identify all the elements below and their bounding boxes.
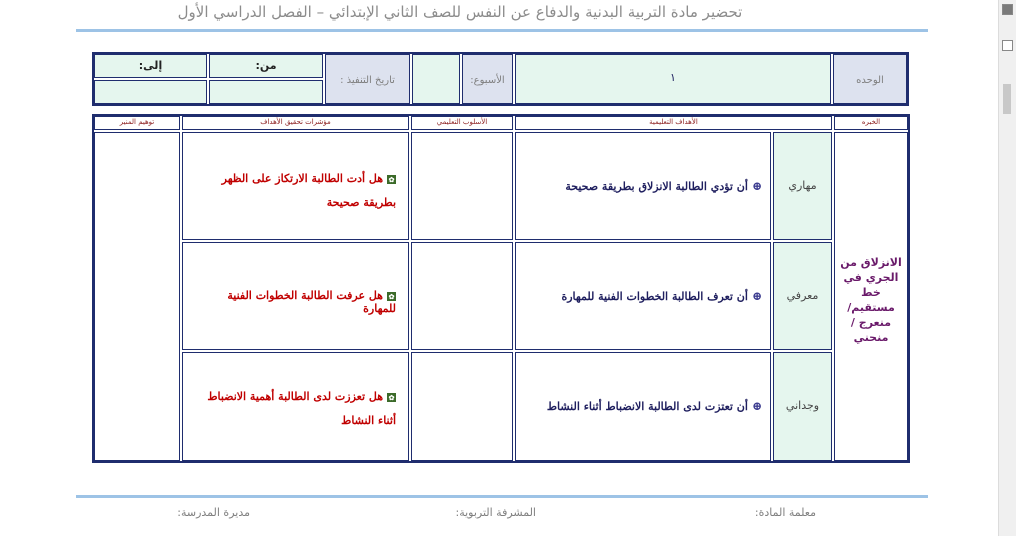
- exec-date-label: تاريخ التنفيذ :: [340, 75, 395, 86]
- teacher-reflection-cell[interactable]: [94, 132, 180, 461]
- unit-label-cell: [833, 54, 907, 104]
- to-value-cell[interactable]: [94, 80, 207, 104]
- plus-bullet-icon: ⊕: [751, 399, 762, 413]
- indicator-text: [183, 385, 408, 433]
- from-label-cell: [209, 54, 323, 78]
- objective-label: أن تؤدي الطالبة الانزلاق بطريقة صحيحة: [565, 180, 748, 193]
- week-label-cell: [462, 54, 513, 104]
- header-objectives: [515, 116, 832, 130]
- teacher-signature-label: معلمة المادة:: [754, 506, 816, 519]
- method-cell[interactable]: [411, 352, 513, 461]
- week-label: الأسبوع:: [470, 75, 505, 86]
- header-indicators: [182, 116, 409, 130]
- indicator-label: هل تعززت لدى الطالبة أهمية الانضباط أثناء النشاط: [207, 390, 396, 427]
- objective-label: أن تعرف الطالبة الخطوات الفنية للمهارة: [561, 290, 748, 303]
- objective-label: أن تعتزت لدى الطالبة الانضباط أثناء النشاط: [546, 400, 748, 413]
- domain-cell: [773, 242, 832, 350]
- from-value-cell[interactable]: [209, 80, 323, 104]
- objective-text: [516, 289, 770, 303]
- principal-signature-label: مديرة المدرسة:: [177, 506, 250, 519]
- indicator-text: [183, 167, 408, 215]
- header-experience: [834, 116, 908, 130]
- week-value-cell[interactable]: [412, 54, 460, 104]
- objective-cell: [515, 242, 771, 350]
- indicator-cell: [182, 242, 409, 350]
- domain-cell: [773, 132, 832, 240]
- indicator-label: هل أدت الطالبة الارتكاز على الظهر بطريقة صحيحة: [221, 172, 396, 209]
- indicator-text: [183, 289, 408, 315]
- exec-date-label-cell: [325, 54, 410, 104]
- header-method: [411, 116, 513, 130]
- objective-cell: [515, 352, 771, 461]
- domain-cell: [773, 352, 832, 461]
- header-teacher-reflection-text: توهيم المنير: [119, 118, 155, 126]
- header-method-text: الأسلوب التعليمي: [436, 118, 488, 126]
- info-table: [92, 52, 909, 106]
- header-teacher-reflection: [94, 116, 180, 130]
- header-indicators-text: مؤشرات تحقيق الأهداف: [260, 118, 331, 126]
- unit-value: ١: [670, 71, 676, 84]
- flower-bullet-icon: ✿: [388, 392, 395, 402]
- from-label: من:: [255, 59, 277, 72]
- to-label-cell: [94, 54, 207, 78]
- indicator-cell: [182, 132, 409, 240]
- unit-value-cell: [515, 54, 831, 104]
- to-label: إلى:: [138, 59, 163, 72]
- objective-text: [516, 179, 770, 193]
- plus-bullet-icon: ⊕: [751, 179, 762, 193]
- objective-cell: [515, 132, 771, 240]
- bottom-divider: [76, 495, 928, 498]
- vertical-scrollbar[interactable]: [998, 0, 1016, 536]
- domain-label: مهاري: [788, 179, 817, 192]
- method-cell[interactable]: [411, 132, 513, 240]
- page-title: تحضير مادة التربية البدنية والدفاع عن النفس للصف الثاني الإبتدائي – الفصل الدراسي الأول: [177, 3, 743, 21]
- domain-label: معرفي: [786, 289, 819, 302]
- indicator-cell: [182, 352, 409, 461]
- flower-bullet-icon: ✿: [388, 174, 395, 184]
- scroll-marker-icon: [1002, 40, 1013, 51]
- scroll-thumb[interactable]: [1003, 84, 1011, 114]
- unit-label: الوحده: [856, 75, 884, 86]
- plan-table: [92, 114, 910, 463]
- flower-bullet-icon: ✿: [388, 291, 395, 301]
- top-divider: [76, 29, 928, 32]
- header-experience-text: الخبره: [861, 118, 881, 126]
- method-cell[interactable]: [411, 242, 513, 350]
- header-objectives-text: الأهداف التعليمية: [649, 118, 698, 126]
- objective-text: [516, 399, 770, 413]
- experience-text: الانزلاق من الجري في خط مستقيم/منعرج / منحني: [840, 256, 902, 344]
- domain-label: وجداني: [785, 399, 820, 412]
- supervisor-signature-label: المشرفة التربوية:: [455, 506, 536, 519]
- plus-bullet-icon: ⊕: [751, 289, 762, 303]
- indicator-label: هل عرفت الطالبة الخطوات الفنية للمهارة: [227, 289, 396, 315]
- experience-cell: [834, 132, 908, 461]
- scroll-up-icon[interactable]: [1002, 4, 1013, 15]
